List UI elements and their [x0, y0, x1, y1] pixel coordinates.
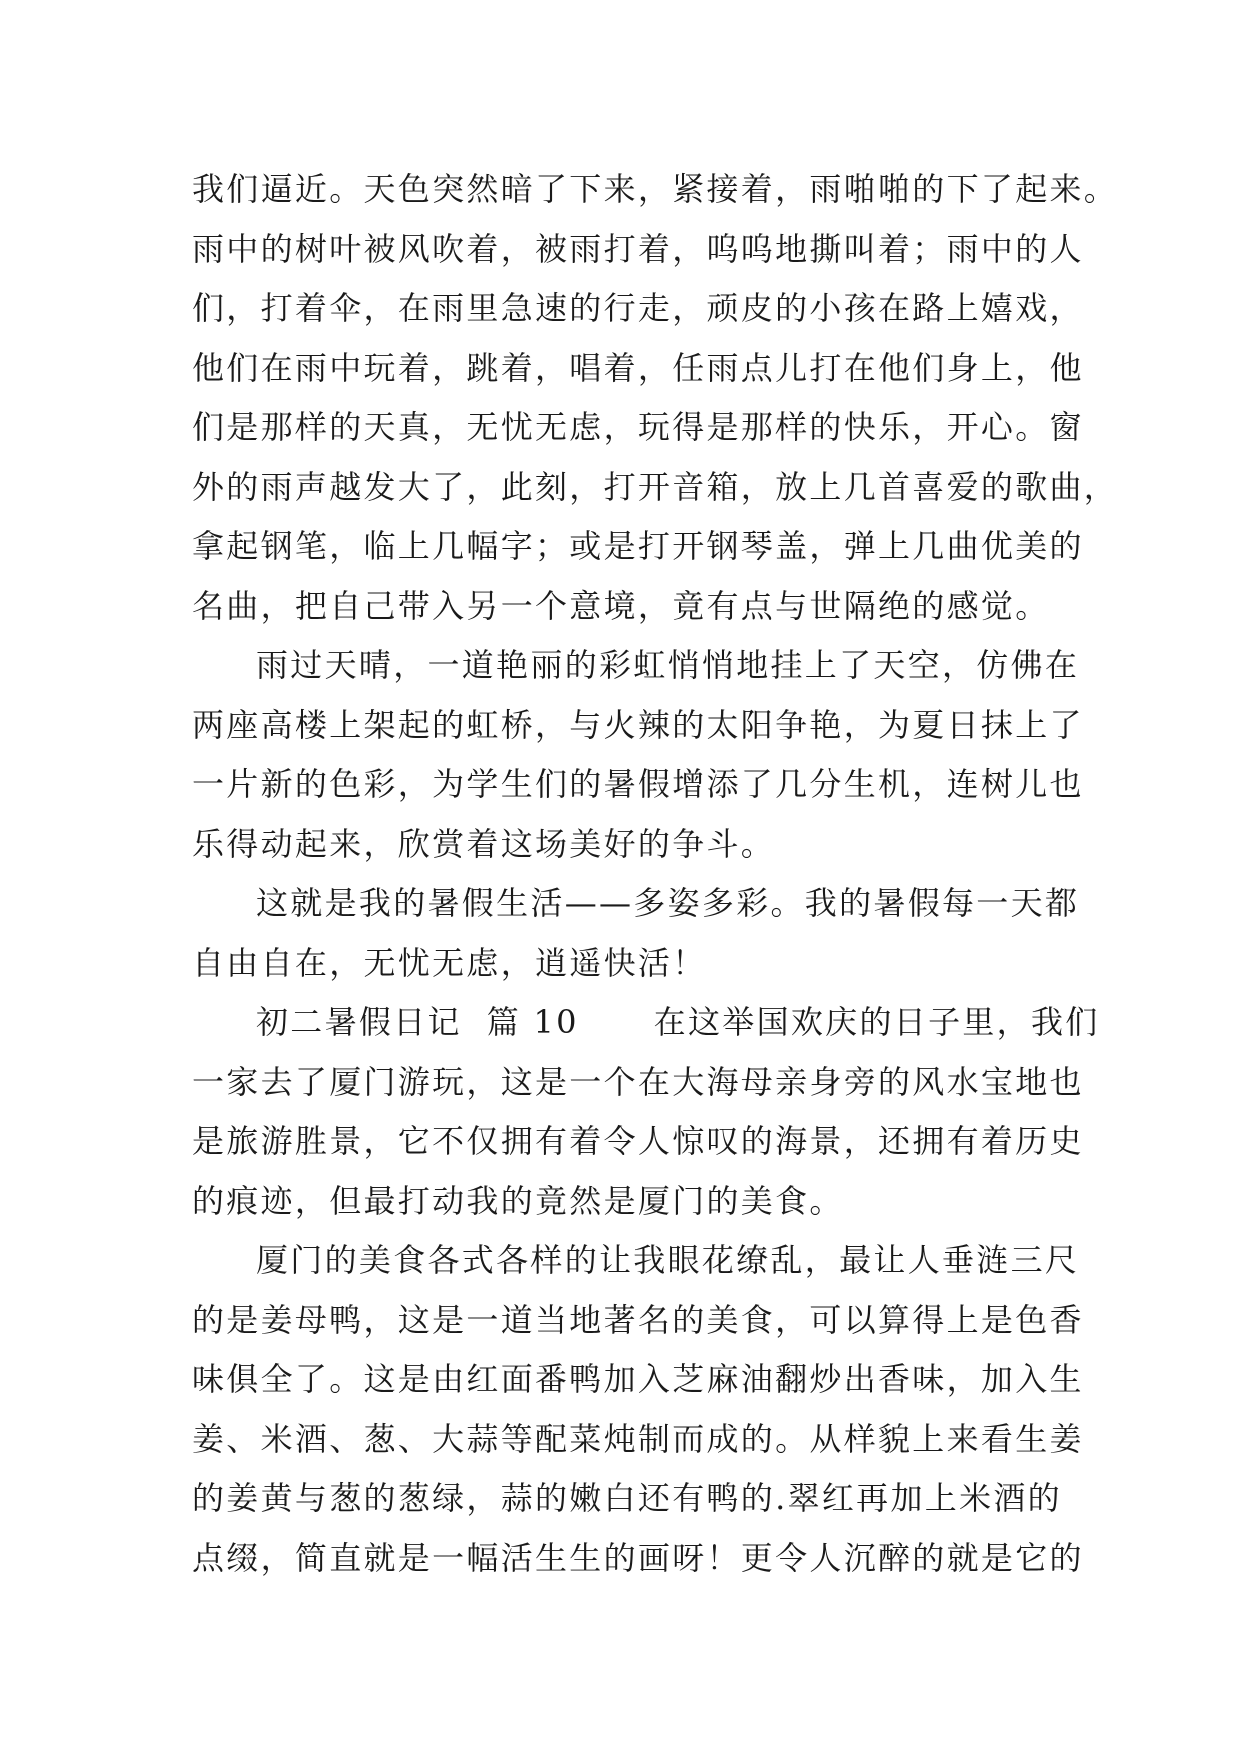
text-line: 乐得动起来，欣赏着这场美好的争斗。	[192, 824, 776, 863]
text-line: 们，打着伞，在雨里急速的行走，顽皮的小孩在路上嬉戏，	[192, 289, 1084, 327]
text-line: 他们在雨中玩着，跳着，唱着，任雨点儿打在他们身上，他	[192, 348, 1084, 387]
text-line: 两座高楼上架起的虹桥，与火辣的太阳争艳，为夏日抹上了	[192, 705, 1084, 744]
paragraph-start-line: 这就是我的暑假生活——多姿多彩。我的暑假每一天都	[256, 884, 1080, 922]
text-line: 的姜黄与葱的葱绿，蒜的嫩白还有鸭的.翠红再加上米酒的	[192, 1479, 1062, 1517]
text-line: 外的雨声越发大了，此刻，打开音箱，放上几首喜爱的歌曲，	[192, 467, 1119, 506]
section-heading-line: 初二暑假日记 篇 10 在这举国欢庆的日子里，我们	[256, 1003, 1100, 1041]
text-line: 一家去了厦门游玩，这是一个在大海母亲身旁的风水宝地也	[192, 1062, 1084, 1101]
text-line: 点缀，简直就是一幅活生生的画呀！更令人沉醉的就是它的	[192, 1538, 1084, 1577]
body-text	[192, 160, 1119, 1588]
text-line: 我们逼近。天色突然暗了下来，紧接着，雨啪啪的下了起来。	[192, 170, 1119, 208]
text-line: 自由自在，无忧无虑，逍遥快活！	[192, 943, 707, 982]
text-line: 的痕迹，但最打动我的竟然是厦门的美食。	[192, 1181, 844, 1220]
text-line: 味俱全了。这是由红面番鸭加入芝麻油翻炒出香味，加入生	[192, 1360, 1084, 1398]
text-line: 的是姜母鸭，这是一道当地著名的美食，可以算得上是色香	[192, 1300, 1084, 1339]
text-line: 拿起钢笔，临上几幅字；或是打开钢琴盖，弹上几曲优美的	[192, 527, 1084, 565]
paragraph-start-line: 雨过天晴，一道艳丽的彩虹悄悄地挂上了天空，仿佛在	[256, 646, 1080, 684]
text-line: 雨中的树叶被风吹着，被雨打着，呜呜地撕叫着；雨中的人	[192, 229, 1084, 268]
paragraph-start-line: 厦门的美食各式各样的让我眼花缭乱，最让人垂涟三尺	[256, 1241, 1080, 1279]
text-line: 们是那样的天真，无忧无虑，玩得是那样的快乐，开心。窗	[192, 408, 1084, 446]
text-line: 名曲，把自己带入另一个意境，竟有点与世隔绝的感觉。	[192, 586, 1050, 625]
text-line: 一片新的色彩，为学生们的暑假增添了几分生机，连树儿也	[192, 765, 1084, 803]
text-line: 是旅游胜景，它不仅拥有着令人惊叹的海景，还拥有着历史	[192, 1122, 1084, 1160]
text-line: 姜、米酒、葱、大蒜等配菜炖制而成的。从样貌上来看生姜	[192, 1419, 1084, 1458]
